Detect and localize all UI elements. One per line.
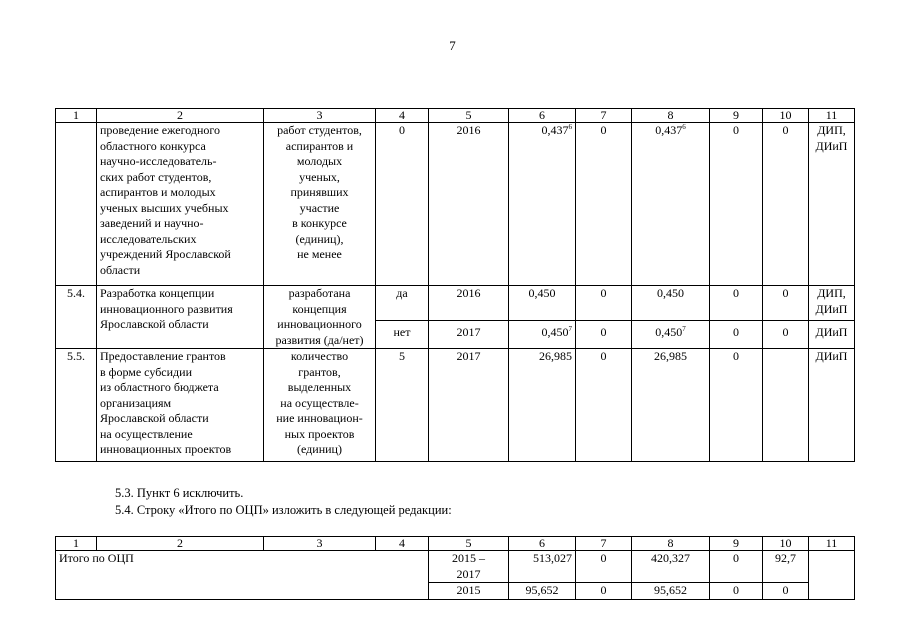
header-cell: 4 bbox=[376, 109, 429, 123]
indicator-cell: разработана концепция инновационного развития (да/нет) bbox=[264, 286, 376, 349]
measure-name-cell: Разработка концепции инновационного развития Ярославской области bbox=[97, 286, 264, 349]
header-cell: 3 bbox=[264, 109, 376, 123]
header-cell: 8 bbox=[632, 537, 710, 551]
amount-cell: 0 bbox=[576, 286, 632, 321]
table-row bbox=[56, 551, 855, 583]
header-cell: 8 bbox=[632, 109, 710, 123]
amount-cell: 0,450 bbox=[509, 286, 576, 321]
amount-cell: 0 bbox=[763, 286, 809, 321]
header-cell: 7 bbox=[576, 537, 632, 551]
indicator-cell: количество грантов, выделенных на осуществле- ние инновацион- ных проектов (единиц) bbox=[264, 349, 376, 462]
header-cell: 9 bbox=[710, 537, 763, 551]
header-cell: 10 bbox=[763, 537, 809, 551]
executor-cell: ДИиП bbox=[809, 320, 855, 348]
amount-cell: 0 bbox=[763, 123, 809, 286]
measure-name-cell: проведение ежегодного областного конкурса научно-исследователь- ских работ студентов, аспирантов и молодых ученых высших учебных заведений и научно- исследовательских учреждений Ярославской области bbox=[97, 123, 264, 286]
table-header-row bbox=[56, 537, 855, 551]
amount-cell: 26,985 bbox=[632, 349, 710, 462]
row-number-cell: 5.4. bbox=[56, 286, 97, 349]
table-row bbox=[56, 123, 855, 286]
value-cell: 0 bbox=[376, 123, 429, 286]
amount-cell: 0 bbox=[576, 320, 632, 348]
table-row bbox=[56, 349, 855, 462]
amount-cell: 92,7 bbox=[763, 551, 809, 583]
amount-cell: 0 bbox=[763, 320, 809, 348]
header-cell: 6 bbox=[509, 109, 576, 123]
amount-cell: 0 bbox=[576, 123, 632, 286]
header-cell: 6 bbox=[509, 537, 576, 551]
row-number-cell: 5.5. bbox=[56, 349, 97, 462]
amount-cell: 95,652 bbox=[632, 583, 710, 600]
amount-cell: 26,985 bbox=[509, 349, 576, 462]
header-cell: 11 bbox=[809, 109, 855, 123]
measure-name-cell: Предоставление грантов в форме субсидии из областного бюджета организациям Ярославской области на осуществление инновационных проектов bbox=[97, 349, 264, 462]
header-cell: 9 bbox=[710, 109, 763, 123]
amount-cell: 0 bbox=[710, 320, 763, 348]
header-cell: 5 bbox=[429, 537, 509, 551]
page-number: 7 bbox=[449, 38, 456, 53]
row-number-cell bbox=[56, 123, 97, 286]
amount-cell: 0 bbox=[576, 583, 632, 600]
header-cell: 1 bbox=[56, 109, 97, 123]
amount-cell: 0,437$^6$ bbox=[632, 123, 710, 286]
total-label-cell: Итого по ОЦП bbox=[56, 551, 429, 600]
executor-cell bbox=[809, 551, 855, 600]
executor-cell: ДИП, ДИиП bbox=[809, 286, 855, 321]
amount-cell: 513,027 bbox=[509, 551, 576, 583]
executor-cell: ДИиП bbox=[809, 349, 855, 462]
amount-cell: 0,450$^7$ bbox=[632, 320, 710, 348]
indicator-cell: работ студентов, аспирантов и молодых ученых, принявших участие в конкурсе (единиц), не менее bbox=[264, 123, 376, 286]
executor-cell: ДИП, ДИиП bbox=[809, 123, 855, 286]
amount-cell: 0 bbox=[710, 583, 763, 600]
amount-cell bbox=[763, 349, 809, 462]
table-row bbox=[56, 286, 855, 321]
table-header-row bbox=[56, 109, 855, 123]
amount-cell: 0 bbox=[763, 583, 809, 600]
header-cell: 1 bbox=[56, 537, 97, 551]
year-cell: 2016 bbox=[429, 286, 509, 321]
paragraph-5-4: 5.4. Строку «Итого по ОЦП» изложить в следующей редакции: bbox=[115, 503, 452, 517]
amount-cell: 0 bbox=[576, 349, 632, 462]
header-cell: 2 bbox=[97, 109, 264, 123]
value-cell: нет bbox=[376, 320, 429, 348]
value-cell: 5 bbox=[376, 349, 429, 462]
total-table bbox=[55, 536, 855, 600]
amount-cell: 95,652 bbox=[509, 583, 576, 600]
year-cell: 2017 bbox=[429, 349, 509, 462]
program-table bbox=[55, 108, 855, 462]
year-cell: 2017 bbox=[429, 320, 509, 348]
amount-cell: 0 bbox=[576, 551, 632, 583]
amount-cell: 0,450$^7$ bbox=[509, 320, 576, 348]
header-cell: 10 bbox=[763, 109, 809, 123]
value-cell: да bbox=[376, 286, 429, 321]
year-cell: 2016 bbox=[429, 123, 509, 286]
header-cell: 7 bbox=[576, 109, 632, 123]
amount-cell: 0 bbox=[710, 123, 763, 286]
year-cell: 2015 bbox=[429, 583, 509, 600]
year-cell: 2015 – 2017 bbox=[429, 551, 509, 583]
paragraph-5-3: 5.3. Пункт 6 исключить. bbox=[115, 486, 244, 500]
header-cell: 11 bbox=[809, 537, 855, 551]
amount-cell: 0,437$^6$ bbox=[509, 123, 576, 286]
amount-cell: 0 bbox=[710, 286, 763, 321]
amount-cell: 0 bbox=[710, 349, 763, 462]
header-cell: 5 bbox=[429, 109, 509, 123]
amount-cell: 0,450 bbox=[632, 286, 710, 321]
header-cell: 2 bbox=[97, 537, 264, 551]
amount-cell: 420,327 bbox=[632, 551, 710, 583]
header-cell: 4 bbox=[376, 537, 429, 551]
amount-cell: 0 bbox=[710, 551, 763, 583]
header-cell: 3 bbox=[264, 537, 376, 551]
